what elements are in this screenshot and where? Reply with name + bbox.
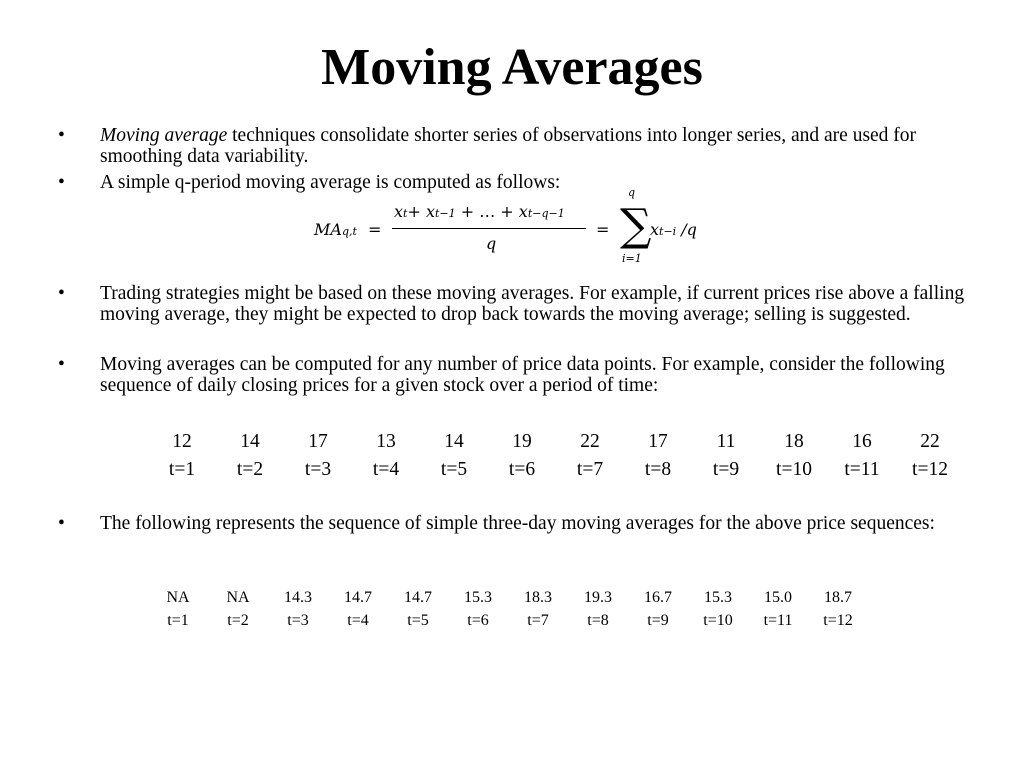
bullet-emphasis: Moving average [100,125,228,146]
ma-value: 14.7 [404,588,432,606]
ma-value: 18.3 [524,588,552,606]
bullet-marker: • [58,172,65,193]
time-label: t=11 [844,459,880,480]
price-times-row [148,456,964,484]
bullet-marker: • [58,513,65,534]
ma-values-row [148,586,868,609]
price-value: 16 [852,431,872,452]
bullet-text: Trading strategies might be based on these moving averages. For example, if current prices rise above a falling moving average, they might be expected to drop back towards the moving average; selling is suggested. [100,283,965,325]
time-label: t=4 [372,459,400,480]
time-label: t=2 [236,459,264,480]
ma-value: 16.7 [644,588,672,606]
price-value: 13 [376,431,396,452]
time-label: t=7 [576,459,604,480]
time-label: t=1 [168,459,196,480]
slide-title: Moving Averages [321,39,703,96]
time-label: t=8 [587,611,609,629]
ma-value: 18.7 [824,588,852,606]
bullet-marker: • [58,125,65,146]
time-label: t=6 [467,611,489,629]
ma-value: NA [166,588,190,606]
time-label: t=9 [712,459,740,480]
bullet-body: techniques consolidate shorter series of observations into longer series, and are used for smoothing data variability. [100,125,917,167]
time-label: t=11 [763,611,793,629]
ma-value: 14.7 [344,588,372,606]
price-value: 19 [512,431,532,452]
ma-times-row [148,609,868,632]
time-label: t=12 [912,459,948,480]
price-value: 14 [444,431,464,452]
bullet-text: The following represents the sequence of simple three-day moving averages for the above price sequences: [100,513,935,534]
ma-value: 15.3 [464,588,492,606]
time-label: t=5 [407,611,429,629]
ma-value: 15.0 [764,588,792,606]
sum-upper-limit: q [628,186,636,199]
price-sequence-table [148,428,964,484]
price-value: 17 [648,431,668,452]
price-value: 14 [240,431,260,452]
price-value: 17 [308,431,328,452]
price-value: 12 [172,431,192,452]
formula-lhs-sub: q,t [341,225,357,238]
bullet-marker: • [58,283,65,304]
time-label: t=3 [304,459,332,480]
price-values-row [148,428,964,456]
time-label: t=1 [167,611,189,629]
moving-average-table [148,586,868,632]
time-label: t=3 [287,611,309,629]
bullet-text [100,125,970,167]
formula-term: xt−i /q [650,220,697,239]
time-label: t=10 [703,611,733,629]
ma-value: 15.3 [704,588,732,606]
time-label: t=7 [527,611,549,629]
price-value: 22 [920,431,940,452]
bullet-marker: • [58,354,65,375]
price-value: 11 [716,431,736,452]
formula-equals: = [368,220,382,239]
formula-equals: = [596,220,610,239]
price-value: 22 [580,431,600,452]
summation-symbol: ∑ [620,200,652,251]
bullet-text: A simple q-period moving average is computed as follows: [100,172,561,193]
ma-value: 14.3 [284,588,312,606]
ma-value: NA [226,588,250,606]
formula-lhs: MA [314,220,342,239]
formula-numerator: xt+ xt−1 + … + xt−q−1 [394,202,565,221]
bullet-text: Moving averages can be computed for any number of price data points. For example, consider the following sequence of daily closing prices for a given stock over a period of time: [100,354,945,396]
sum-lower-limit: i=1 [622,252,642,265]
time-label: t=5 [440,459,468,480]
time-label: t=8 [644,459,672,480]
formula-denominator: q [486,234,497,253]
fraction-bar [392,228,586,229]
time-label: t=6 [508,459,536,480]
price-value: 18 [784,431,804,452]
time-label: t=12 [823,611,853,629]
time-label: t=9 [647,611,669,629]
time-label: t=2 [227,611,249,629]
time-label: t=10 [776,459,812,480]
ma-value: 19.3 [584,588,612,606]
time-label: t=4 [347,611,369,629]
